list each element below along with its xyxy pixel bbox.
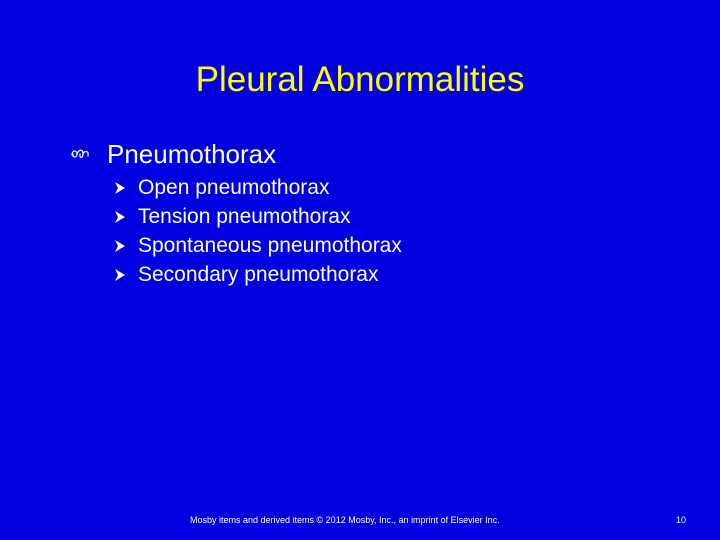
bullet-item-pneumothorax bbox=[70, 138, 276, 170]
sub-bullet-item bbox=[114, 173, 402, 202]
curl-bullet-icon bbox=[70, 147, 90, 161]
bullet-text: Pneumothorax bbox=[107, 139, 277, 169]
sub-bullet-item bbox=[114, 202, 402, 231]
sub-bullet-text: Open pneumothorax bbox=[138, 176, 330, 199]
sub-bullet-text: Secondary pneumothorax bbox=[138, 263, 379, 286]
sub-bullet-text: Spontaneous pneumothorax bbox=[138, 234, 402, 257]
footer-credit: Mosby items and derived items © 2012 Mosby, Inc., an imprint of Elsevier Inc. bbox=[190, 515, 500, 525]
sub-bullet-text: Tension pneumothorax bbox=[138, 205, 351, 228]
slide-title: Pleural Abnormalities bbox=[195, 60, 525, 99]
arrow-bullet-icon bbox=[114, 210, 126, 224]
sub-bullet-item bbox=[114, 260, 402, 289]
arrow-bullet-icon bbox=[114, 239, 126, 253]
sub-bullet-list bbox=[114, 173, 402, 289]
arrow-bullet-icon bbox=[114, 268, 126, 282]
sub-bullet-item bbox=[114, 231, 402, 260]
page-number: 10 bbox=[676, 515, 687, 525]
arrow-bullet-icon bbox=[114, 181, 126, 195]
